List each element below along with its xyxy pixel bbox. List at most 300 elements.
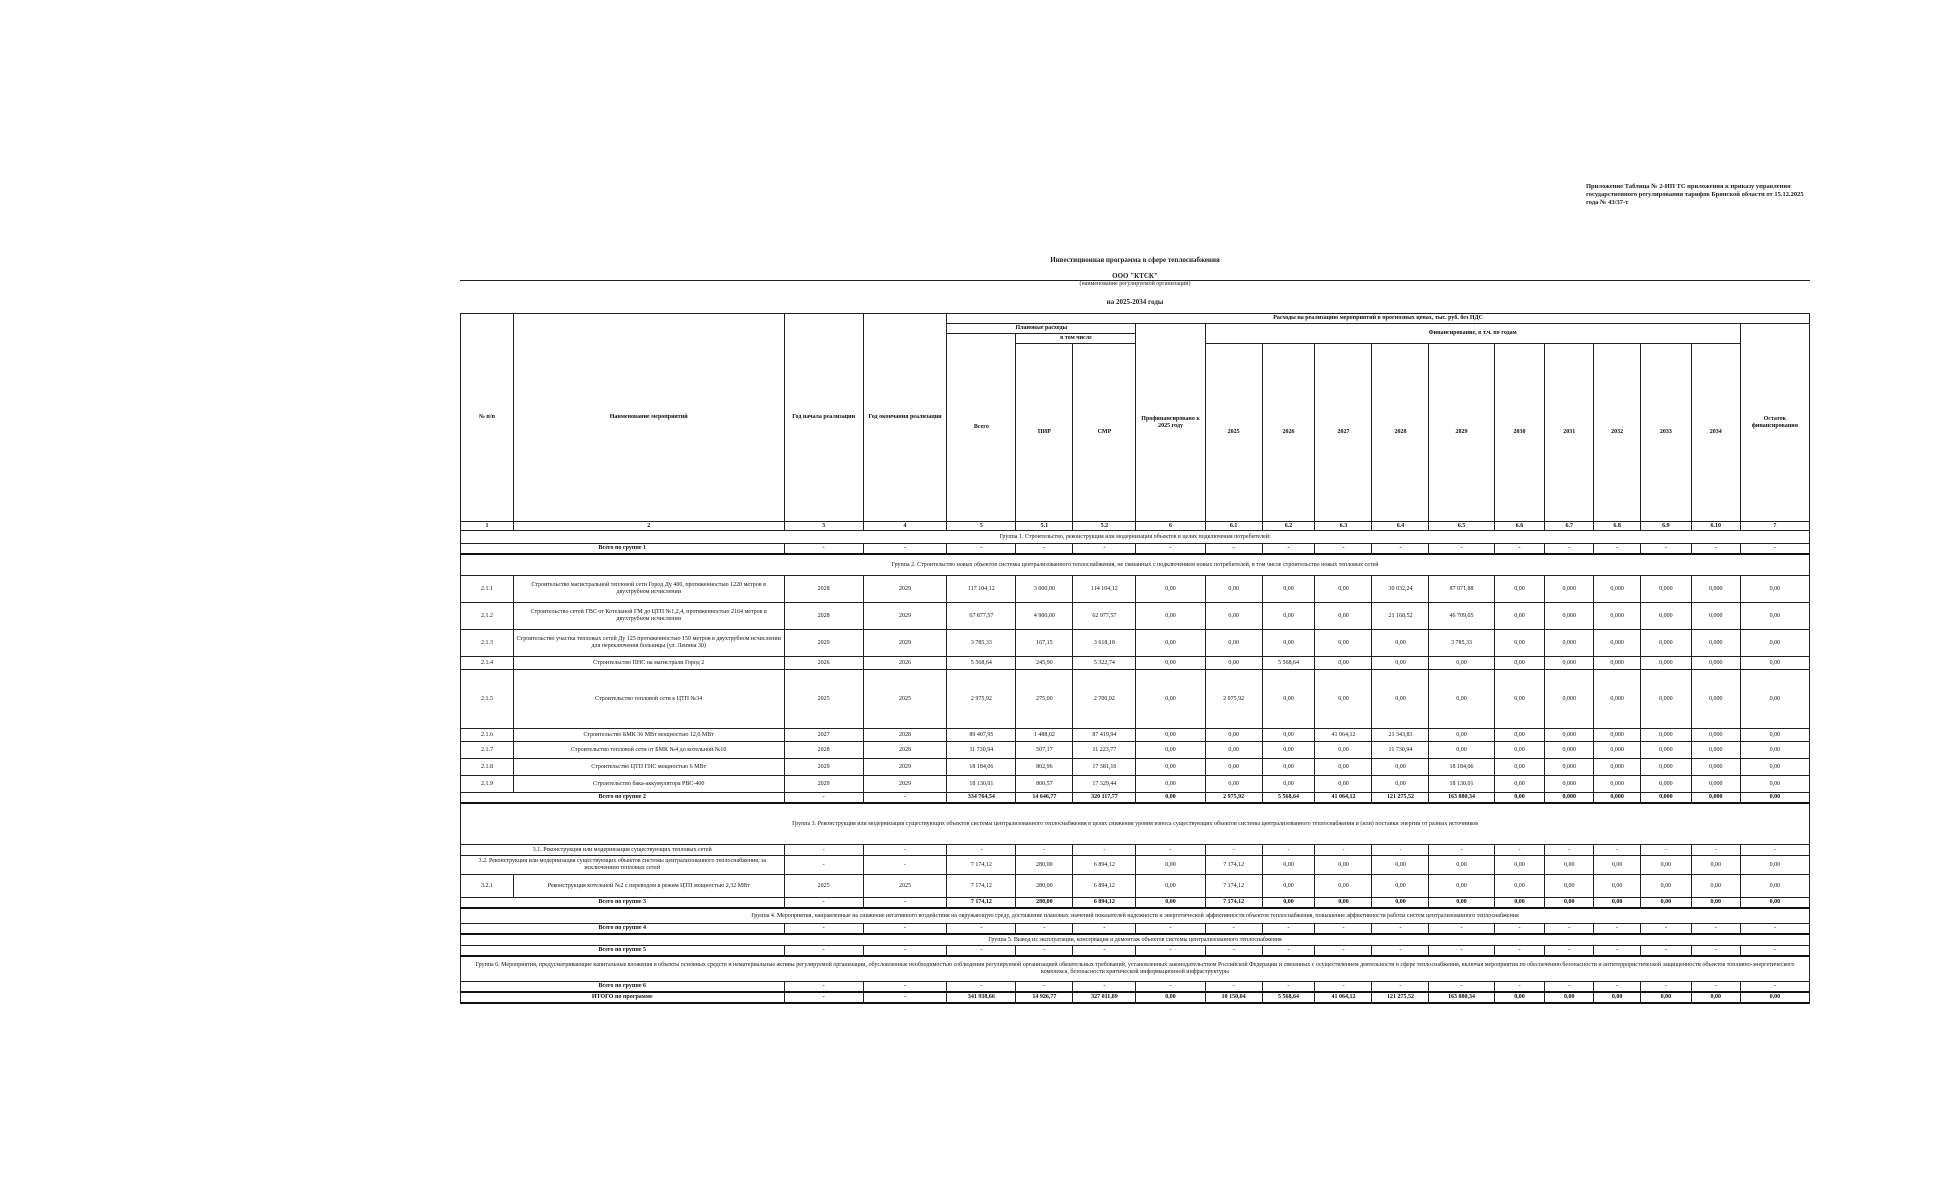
group-total-row (461, 992, 1810, 1003)
row-value-y2028: 0,00 (1372, 630, 1429, 657)
dash-cell: - (1429, 982, 1494, 993)
group-title: Группа 6. Мероприятия, предусматривающие капитальные вложения в объекты основных средств и нематериальные активы регулируемой организации, обусловленные необходимостью соблюдения регулируемой организацией обязательных требований, установленных законодательством Российской Федерации и связанных с осуществлением деятельности в сфере теплоснабжения, включая мероприятия по обеспечению безопасности и антитеррористической защищенности объектов топливно-энергетического комплекса, безопасности критической информационной инфраструктуры (461, 956, 1810, 982)
row-value-y2029: 87 071,88 (1429, 576, 1494, 603)
total-value-y2034: 0,00 (1691, 992, 1740, 1003)
row-value-y2026: 0,00 (1262, 630, 1315, 657)
header-year-2026: 2026 (1262, 344, 1315, 522)
row-name: Строительство бака-аккумулятора РВС-400 (513, 776, 784, 793)
dash-cell: - (863, 856, 946, 875)
row-value-y2032: 0,00 (1594, 875, 1641, 898)
row-value-pir: 245,90 (1016, 657, 1073, 670)
dash-cell: - (947, 544, 1016, 555)
dash-cell: - (1205, 544, 1262, 555)
group-total-row (461, 544, 1810, 555)
dash-cell: - (1594, 946, 1641, 957)
row-value-y2032: 0,000 (1594, 576, 1641, 603)
row-value-rest: 0,00 (1740, 875, 1809, 898)
dash-cell: - (1016, 924, 1073, 935)
annex-note: Приложение Таблица № 2-ИП ТС приложения к приказу управления государственного регулирования тарифов Брянской области от 15.12.2025 года № 43/37-т (1586, 183, 1804, 206)
dash-cell: - (1073, 924, 1136, 935)
group-total-row (461, 982, 1810, 993)
row-value-rest: 0,00 (1740, 670, 1809, 729)
row-year-end: 2028 (863, 742, 946, 759)
row-value-y2027: 41 064,12 (1315, 729, 1372, 742)
dash-cell: - (1136, 982, 1205, 993)
row-value-y2034: 0,000 (1691, 603, 1740, 630)
row-value-y2029: 18 130,01 (1429, 776, 1494, 793)
dash-cell: - (1641, 924, 1692, 935)
row-value-fin: 0,00 (1136, 742, 1205, 759)
group-title-row (461, 934, 1810, 946)
row-value-y2026: 0,00 (1262, 875, 1315, 898)
row-number: 2.1.3 (461, 630, 514, 657)
row-value-y2033: 0,000 (1641, 630, 1692, 657)
row-value-y2026: 0,00 (1262, 759, 1315, 776)
column-number: 6 (1136, 522, 1205, 531)
total-value-fin: 0,00 (1136, 992, 1205, 1003)
total-value-y2034: 0,000 (1691, 793, 1740, 804)
row-value-fin: 0,00 (1136, 729, 1205, 742)
row-value-pir: 280,00 (1016, 875, 1073, 898)
dash-cell: - (1073, 544, 1136, 555)
dash-cell: - (784, 793, 863, 804)
row-name: Строительство участка тепловых сетей Ду 125 протяженностью 150 метров в двухтрубном исчислении для переключения больницы (ул. Ленина 30) (513, 630, 784, 657)
dash-cell: - (863, 946, 946, 957)
row-value-total: 3 785,33 (947, 630, 1016, 657)
dash-cell: - (784, 946, 863, 957)
total-value-y2032: 0,000 (1594, 793, 1641, 804)
column-number: 1 (461, 522, 514, 531)
row-year-start: 2025 (784, 670, 863, 729)
dash-cell: - (1372, 544, 1429, 555)
row-year-end: 2025 (863, 670, 946, 729)
subgroup-label: 3.1. Реконструкция или модернизация существующих тепловых сетей (461, 845, 785, 856)
row-value-y2034: 0,000 (1691, 729, 1740, 742)
column-number: 6.6 (1494, 522, 1545, 531)
row-value-y2027: 0,00 (1315, 776, 1372, 793)
total-value-fin: 0,00 (1136, 793, 1205, 804)
total-value-y2032: 0,00 (1594, 992, 1641, 1003)
row-value-pir: 167,15 (1016, 630, 1073, 657)
subgroup-value-pir: 280,00 (1016, 856, 1073, 875)
row-value-fin: 0,00 (1136, 776, 1205, 793)
row-value-rest: 0,00 (1740, 729, 1809, 742)
dash-cell: - (1545, 544, 1594, 555)
row-value-y2031: 0,000 (1545, 729, 1594, 742)
subgroup-value-y2030: 0,00 (1494, 856, 1545, 875)
row-number: 3.2.1 (461, 875, 514, 898)
row-name: Строительство ЦТП ГНС мощностью 6 МВт (513, 759, 784, 776)
row-year-start: 2029 (784, 759, 863, 776)
row-value-y2025: 0,00 (1205, 759, 1262, 776)
row-value-y2029: 0,00 (1429, 670, 1494, 729)
header-year-2034: 2034 (1691, 344, 1740, 522)
dash-cell: - (1205, 924, 1262, 935)
header-pir: ПИР (1016, 344, 1073, 522)
column-number: 6.3 (1315, 522, 1372, 531)
total-value-pir: 14 926,77 (1016, 992, 1073, 1003)
header-year-2025: 2025 (1205, 344, 1262, 522)
row-year-end: 2028 (863, 729, 946, 742)
row-value-y2028: 0,00 (1372, 776, 1429, 793)
dash-cell: - (784, 544, 863, 555)
dash-cell: - (1494, 946, 1545, 957)
total-value-rest: 0,00 (1740, 793, 1809, 804)
dash-cell: - (1740, 845, 1809, 856)
subgroup-label: 3.2. Реконструкция или модернизация существующих объектов системы централизованного теплоснабжения, за исключением тепловых сетей (461, 856, 785, 875)
column-number: 6.8 (1594, 522, 1641, 531)
dash-cell: - (1691, 946, 1740, 957)
dash-cell: - (947, 845, 1016, 856)
dash-cell: - (1691, 544, 1740, 555)
total-value-y2027: 41 064,12 (1315, 992, 1372, 1003)
row-year-end: 2026 (863, 657, 946, 670)
dash-cell: - (1016, 544, 1073, 555)
row-value-total: 89 407,95 (947, 729, 1016, 742)
group-title: Группа 3. Реконструкция или модернизация существующих объектов системы централизованного теплоснабжения в целях снижения уровня износа существующих объектов системы централизованного теплоснабжения и (или) поставки энергии от разных источников (461, 803, 1810, 845)
dash-cell: - (1429, 946, 1494, 957)
dash-cell: - (1073, 845, 1136, 856)
total-value-y2029: 0,00 (1429, 898, 1494, 909)
dash-cell: - (1372, 946, 1429, 957)
row-year-end: 2025 (863, 875, 946, 898)
row-value-y2028: 0,00 (1372, 657, 1429, 670)
subgroup-value-y2033: 0,00 (1641, 856, 1692, 875)
row-value-y2031: 0,000 (1545, 576, 1594, 603)
column-number: 5.2 (1073, 522, 1136, 531)
dash-cell: - (1315, 845, 1372, 856)
dash-cell: - (1315, 544, 1372, 555)
table-row (461, 875, 1810, 898)
group-title-row (461, 803, 1810, 845)
row-value-y2027: 0,00 (1315, 630, 1372, 657)
row-value-y2029: 0,00 (1429, 875, 1494, 898)
row-value-y2029: 46 709,05 (1429, 603, 1494, 630)
table-row (461, 630, 1810, 657)
row-value-y2025: 7 174,12 (1205, 875, 1262, 898)
row-value-smr: 17 329,44 (1073, 776, 1136, 793)
dash-cell: - (1429, 924, 1494, 935)
dash-cell: - (1262, 845, 1315, 856)
row-value-total: 117 104,12 (947, 576, 1016, 603)
row-value-total: 18 130,01 (947, 776, 1016, 793)
dash-cell: - (1740, 982, 1809, 993)
subgroup-value-y2026: 0,00 (1262, 856, 1315, 875)
subgroup-value-y2032: 0,00 (1594, 856, 1641, 875)
total-value-y2025: 2 975,92 (1205, 793, 1262, 804)
subgroup-value-y2034: 0,00 (1691, 856, 1740, 875)
group-title-row (461, 956, 1810, 982)
row-number: 2.1.4 (461, 657, 514, 670)
row-value-y2026: 0,00 (1262, 576, 1315, 603)
row-year-end: 2029 (863, 576, 946, 603)
company-caption: (наименование регулируемой организации) (1079, 281, 1191, 287)
subgroup-row (461, 845, 1810, 856)
subgroup-row (461, 856, 1810, 875)
header-name: Наименование мероприятий (513, 314, 784, 522)
group-total-row (461, 946, 1810, 957)
row-value-pir: 800,57 (1016, 776, 1073, 793)
row-value-pir: 507,17 (1016, 742, 1073, 759)
header-smr: СМР (1073, 344, 1136, 522)
program-period: на 2025-2034 годы (1106, 298, 1164, 306)
row-value-y2032: 0,000 (1594, 603, 1641, 630)
total-value-rest: 0,00 (1740, 898, 1809, 909)
row-value-y2031: 0,000 (1545, 630, 1594, 657)
row-name: Строительство БМК 36 МВт мощностью 12,0 МВт (513, 729, 784, 742)
row-value-y2028: 30 032,24 (1372, 576, 1429, 603)
header-num: № п/п (461, 314, 514, 522)
total-value-y2031: 0,000 (1545, 793, 1594, 804)
row-value-y2029: 0,00 (1429, 657, 1494, 670)
total-value-pir: 280,00 (1016, 898, 1073, 909)
row-year-start: 2025 (784, 875, 863, 898)
column-number: 7 (1740, 522, 1809, 531)
row-year-start: 2028 (784, 576, 863, 603)
dash-cell: - (1136, 946, 1205, 957)
dash-cell: - (863, 898, 946, 909)
total-value-y2031: 0,00 (1545, 898, 1594, 909)
total-value-smr: 320 117,77 (1073, 793, 1136, 804)
total-value-pir: 14 646,77 (1016, 793, 1073, 804)
dash-cell: - (1016, 982, 1073, 993)
row-value-smr: 87 419,94 (1073, 729, 1136, 742)
row-value-rest: 0,00 (1740, 759, 1809, 776)
dash-cell: - (1205, 946, 1262, 957)
dash-cell: - (1205, 982, 1262, 993)
row-name: Строительство ПНС на магистрали Город 2 (513, 657, 784, 670)
row-value-pir: 1 488,02 (1016, 729, 1073, 742)
total-value-y2026: 5 568,64 (1262, 992, 1315, 1003)
row-value-fin: 0,00 (1136, 875, 1205, 898)
row-value-y2025: 0,00 (1205, 657, 1262, 670)
company-name: ООО "КТСК" (1112, 272, 1158, 280)
row-value-y2032: 0,000 (1594, 759, 1641, 776)
header-expenses-group: Расходы на реализацию мероприятий в прогнозных ценах, тыс. руб. без НДС (947, 314, 1810, 324)
dash-cell: - (1494, 544, 1545, 555)
row-year-end: 2029 (863, 603, 946, 630)
dash-cell: - (1494, 982, 1545, 993)
row-value-y2027: 0,00 (1315, 875, 1372, 898)
row-value-smr: 11 223,77 (1073, 742, 1136, 759)
row-value-y2030: 0,00 (1494, 729, 1545, 742)
row-value-y2029: 3 785,33 (1429, 630, 1494, 657)
row-value-y2028: 21 343,83 (1372, 729, 1429, 742)
row-value-smr: 114 104,12 (1073, 576, 1136, 603)
row-value-y2031: 0,000 (1545, 670, 1594, 729)
subgroup-value-fin: 0,00 (1136, 856, 1205, 875)
group-total-label: Всего по группе 4 (461, 924, 785, 935)
header-year-end: Год окончания реализации (863, 314, 946, 522)
dash-cell: - (863, 845, 946, 856)
dash-cell: - (1136, 544, 1205, 555)
row-value-y2031: 0,000 (1545, 742, 1594, 759)
row-value-y2025: 0,00 (1205, 630, 1262, 657)
row-value-y2030: 0,00 (1494, 576, 1545, 603)
row-number: 2.1.2 (461, 603, 514, 630)
column-number: 5.1 (1016, 522, 1073, 531)
header-year-2031: 2031 (1545, 344, 1594, 522)
total-value-total: 341 938,66 (947, 992, 1016, 1003)
total-value-y2028: 0,00 (1372, 898, 1429, 909)
dash-cell: - (1262, 946, 1315, 957)
row-value-total: 67 877,57 (947, 603, 1016, 630)
total-value-y2033: 0,00 (1641, 992, 1692, 1003)
group-total-row (461, 898, 1810, 909)
dash-cell: - (1372, 982, 1429, 993)
dash-cell: - (1641, 544, 1692, 555)
dash-cell: - (1545, 924, 1594, 935)
row-value-y2027: 0,00 (1315, 759, 1372, 776)
row-value-y2032: 0,000 (1594, 657, 1641, 670)
dash-cell: - (1691, 924, 1740, 935)
total-value-y2033: 0,00 (1641, 898, 1692, 909)
total-value-smr: 327 011,89 (1073, 992, 1136, 1003)
row-year-start: 2028 (784, 742, 863, 759)
row-value-pir: 3 000,00 (1016, 576, 1073, 603)
dash-cell: - (947, 982, 1016, 993)
group-total-row (461, 924, 1810, 935)
dash-cell: - (1641, 982, 1692, 993)
subgroup-value-y2029: 0,00 (1429, 856, 1494, 875)
subgroup-value-total: 7 174,12 (947, 856, 1016, 875)
row-number: 2.1.6 (461, 729, 514, 742)
dash-cell: - (1494, 924, 1545, 935)
row-name: Строительство сетей ГВС от Котельной ГМ до ЦТП №1,2,4, протяженностью 2164 метров в двухтрубном исчислении (513, 603, 784, 630)
column-number: 5 (947, 522, 1016, 531)
column-number: 6.1 (1205, 522, 1262, 531)
dash-cell: - (1691, 845, 1740, 856)
row-value-y2027: 0,00 (1315, 670, 1372, 729)
total-value-y2029: 163 880,34 (1429, 793, 1494, 804)
dash-cell: - (1136, 845, 1205, 856)
row-number: 2.1.5 (461, 670, 514, 729)
column-number: 2 (513, 522, 784, 531)
dash-cell: - (1641, 946, 1692, 957)
row-value-y2030: 0,00 (1494, 875, 1545, 898)
row-value-y2026: 0,00 (1262, 776, 1315, 793)
dash-cell: - (1545, 845, 1594, 856)
header-year-2032: 2032 (1594, 344, 1641, 522)
row-name: Строительство тепловой сети к ЦТП №34 (513, 670, 784, 729)
row-value-y2026: 0,00 (1262, 729, 1315, 742)
row-year-end: 2029 (863, 759, 946, 776)
total-value-y2025: 7 174,12 (1205, 898, 1262, 909)
row-value-y2031: 0,000 (1545, 603, 1594, 630)
dash-cell: - (947, 946, 1016, 957)
dash-cell: - (784, 856, 863, 875)
dash-cell: - (863, 982, 946, 993)
header-year-2028: 2028 (1372, 344, 1429, 522)
row-value-y2034: 0,000 (1691, 630, 1740, 657)
row-value-pir: 4 900,00 (1016, 603, 1073, 630)
dash-cell: - (863, 924, 946, 935)
row-value-y2026: 0,00 (1262, 670, 1315, 729)
group-title: Группа 4. Мероприятия, направленные на снижение негативного воздействия на окружающую среду, достижение плановых значений показателей надежности и энергетической эффективности объектов теплоснабжения, повышение эффективности работы систем централизованного теплоснабжения (461, 908, 1810, 924)
row-name: Реконструкция котельной №2 с переводом в режим ЦТП мощностью 2,32 МВт (513, 875, 784, 898)
row-value-y2034: 0,000 (1691, 742, 1740, 759)
header-financed-before: Профинансировано к 2025 году (1136, 324, 1205, 522)
column-number: 6.2 (1262, 522, 1315, 531)
program-title: Инвестиционная программа в сфере теплоснабжения (1050, 256, 1220, 264)
dash-cell: - (1315, 924, 1372, 935)
row-value-y2033: 0,000 (1641, 776, 1692, 793)
row-year-start: 2029 (784, 630, 863, 657)
table-row (461, 759, 1810, 776)
row-value-fin: 0,00 (1136, 759, 1205, 776)
total-value-y2030: 0,00 (1494, 793, 1545, 804)
row-value-y2034: 0,000 (1691, 657, 1740, 670)
row-value-y2031: 0,000 (1545, 776, 1594, 793)
dash-cell: - (1073, 982, 1136, 993)
header-year-2027: 2027 (1315, 344, 1372, 522)
dash-cell: - (1315, 982, 1372, 993)
dash-cell: - (1205, 845, 1262, 856)
dash-cell: - (1594, 845, 1641, 856)
row-value-y2029: 0,00 (1429, 742, 1494, 759)
row-year-end: 2029 (863, 630, 946, 657)
row-year-start: 2029 (784, 776, 863, 793)
row-value-total: 7 174,12 (947, 875, 1016, 898)
total-value-total: 7 174,12 (947, 898, 1016, 909)
row-value-y2030: 0,00 (1494, 776, 1545, 793)
subgroup-value-y2028: 0,00 (1372, 856, 1429, 875)
dash-cell: - (1545, 982, 1594, 993)
total-value-y2026: 5 568,64 (1262, 793, 1315, 804)
column-number: 3 (784, 522, 863, 531)
column-number: 6.5 (1429, 522, 1494, 531)
header-including: в том числе (1016, 334, 1136, 344)
total-value-y2027: 41 064,12 (1315, 793, 1372, 804)
row-value-y2030: 0,00 (1494, 742, 1545, 759)
header-year-start: Год начала реализации (784, 314, 863, 522)
column-number: 6.7 (1545, 522, 1594, 531)
group-title: Группа 2. Строительство новых объектов системы централизованного теплоснабжения, не связанных с подключением новых потребителей, в том числе строительство новых тепловых сетей (461, 554, 1810, 576)
row-year-end: 2029 (863, 776, 946, 793)
row-value-rest: 0,00 (1740, 776, 1809, 793)
total-value-y2028: 121 275,52 (1372, 992, 1429, 1003)
total-value-y2030: 0,00 (1494, 898, 1545, 909)
group-total-label: Всего по группе 6 (461, 982, 785, 993)
row-value-total: 5 568,64 (947, 657, 1016, 670)
row-value-y2032: 0,000 (1594, 630, 1641, 657)
row-year-start: 2028 (784, 603, 863, 630)
group-total-label: Всего по группе 2 (461, 793, 785, 804)
header-total: Всего (947, 334, 1016, 522)
subgroup-value-y2025: 7 174,12 (1205, 856, 1262, 875)
row-number: 2.1.7 (461, 742, 514, 759)
row-value-y2029: 18 184,06 (1429, 759, 1494, 776)
table-row (461, 670, 1810, 729)
dash-cell: - (863, 544, 946, 555)
dash-cell: - (784, 982, 863, 993)
row-value-y2034: 0,000 (1691, 576, 1740, 603)
row-value-rest: 0,00 (1740, 603, 1809, 630)
row-value-smr: 5 322,74 (1073, 657, 1136, 670)
total-value-y2026: 0,00 (1262, 898, 1315, 909)
total-value-y2032: 0,00 (1594, 898, 1641, 909)
column-number: 6.9 (1641, 522, 1692, 531)
dash-cell: - (1740, 544, 1809, 555)
dash-cell: - (1016, 946, 1073, 957)
row-value-y2028: 0,00 (1372, 759, 1429, 776)
total-value-y2028: 121 275,52 (1372, 793, 1429, 804)
group-title-row (461, 531, 1810, 544)
row-value-y2027: 0,00 (1315, 576, 1372, 603)
row-value-y2028: 21 168,52 (1372, 603, 1429, 630)
header-balance: Остаток финансирования (1740, 324, 1809, 522)
row-value-total: 2 975,92 (947, 670, 1016, 729)
